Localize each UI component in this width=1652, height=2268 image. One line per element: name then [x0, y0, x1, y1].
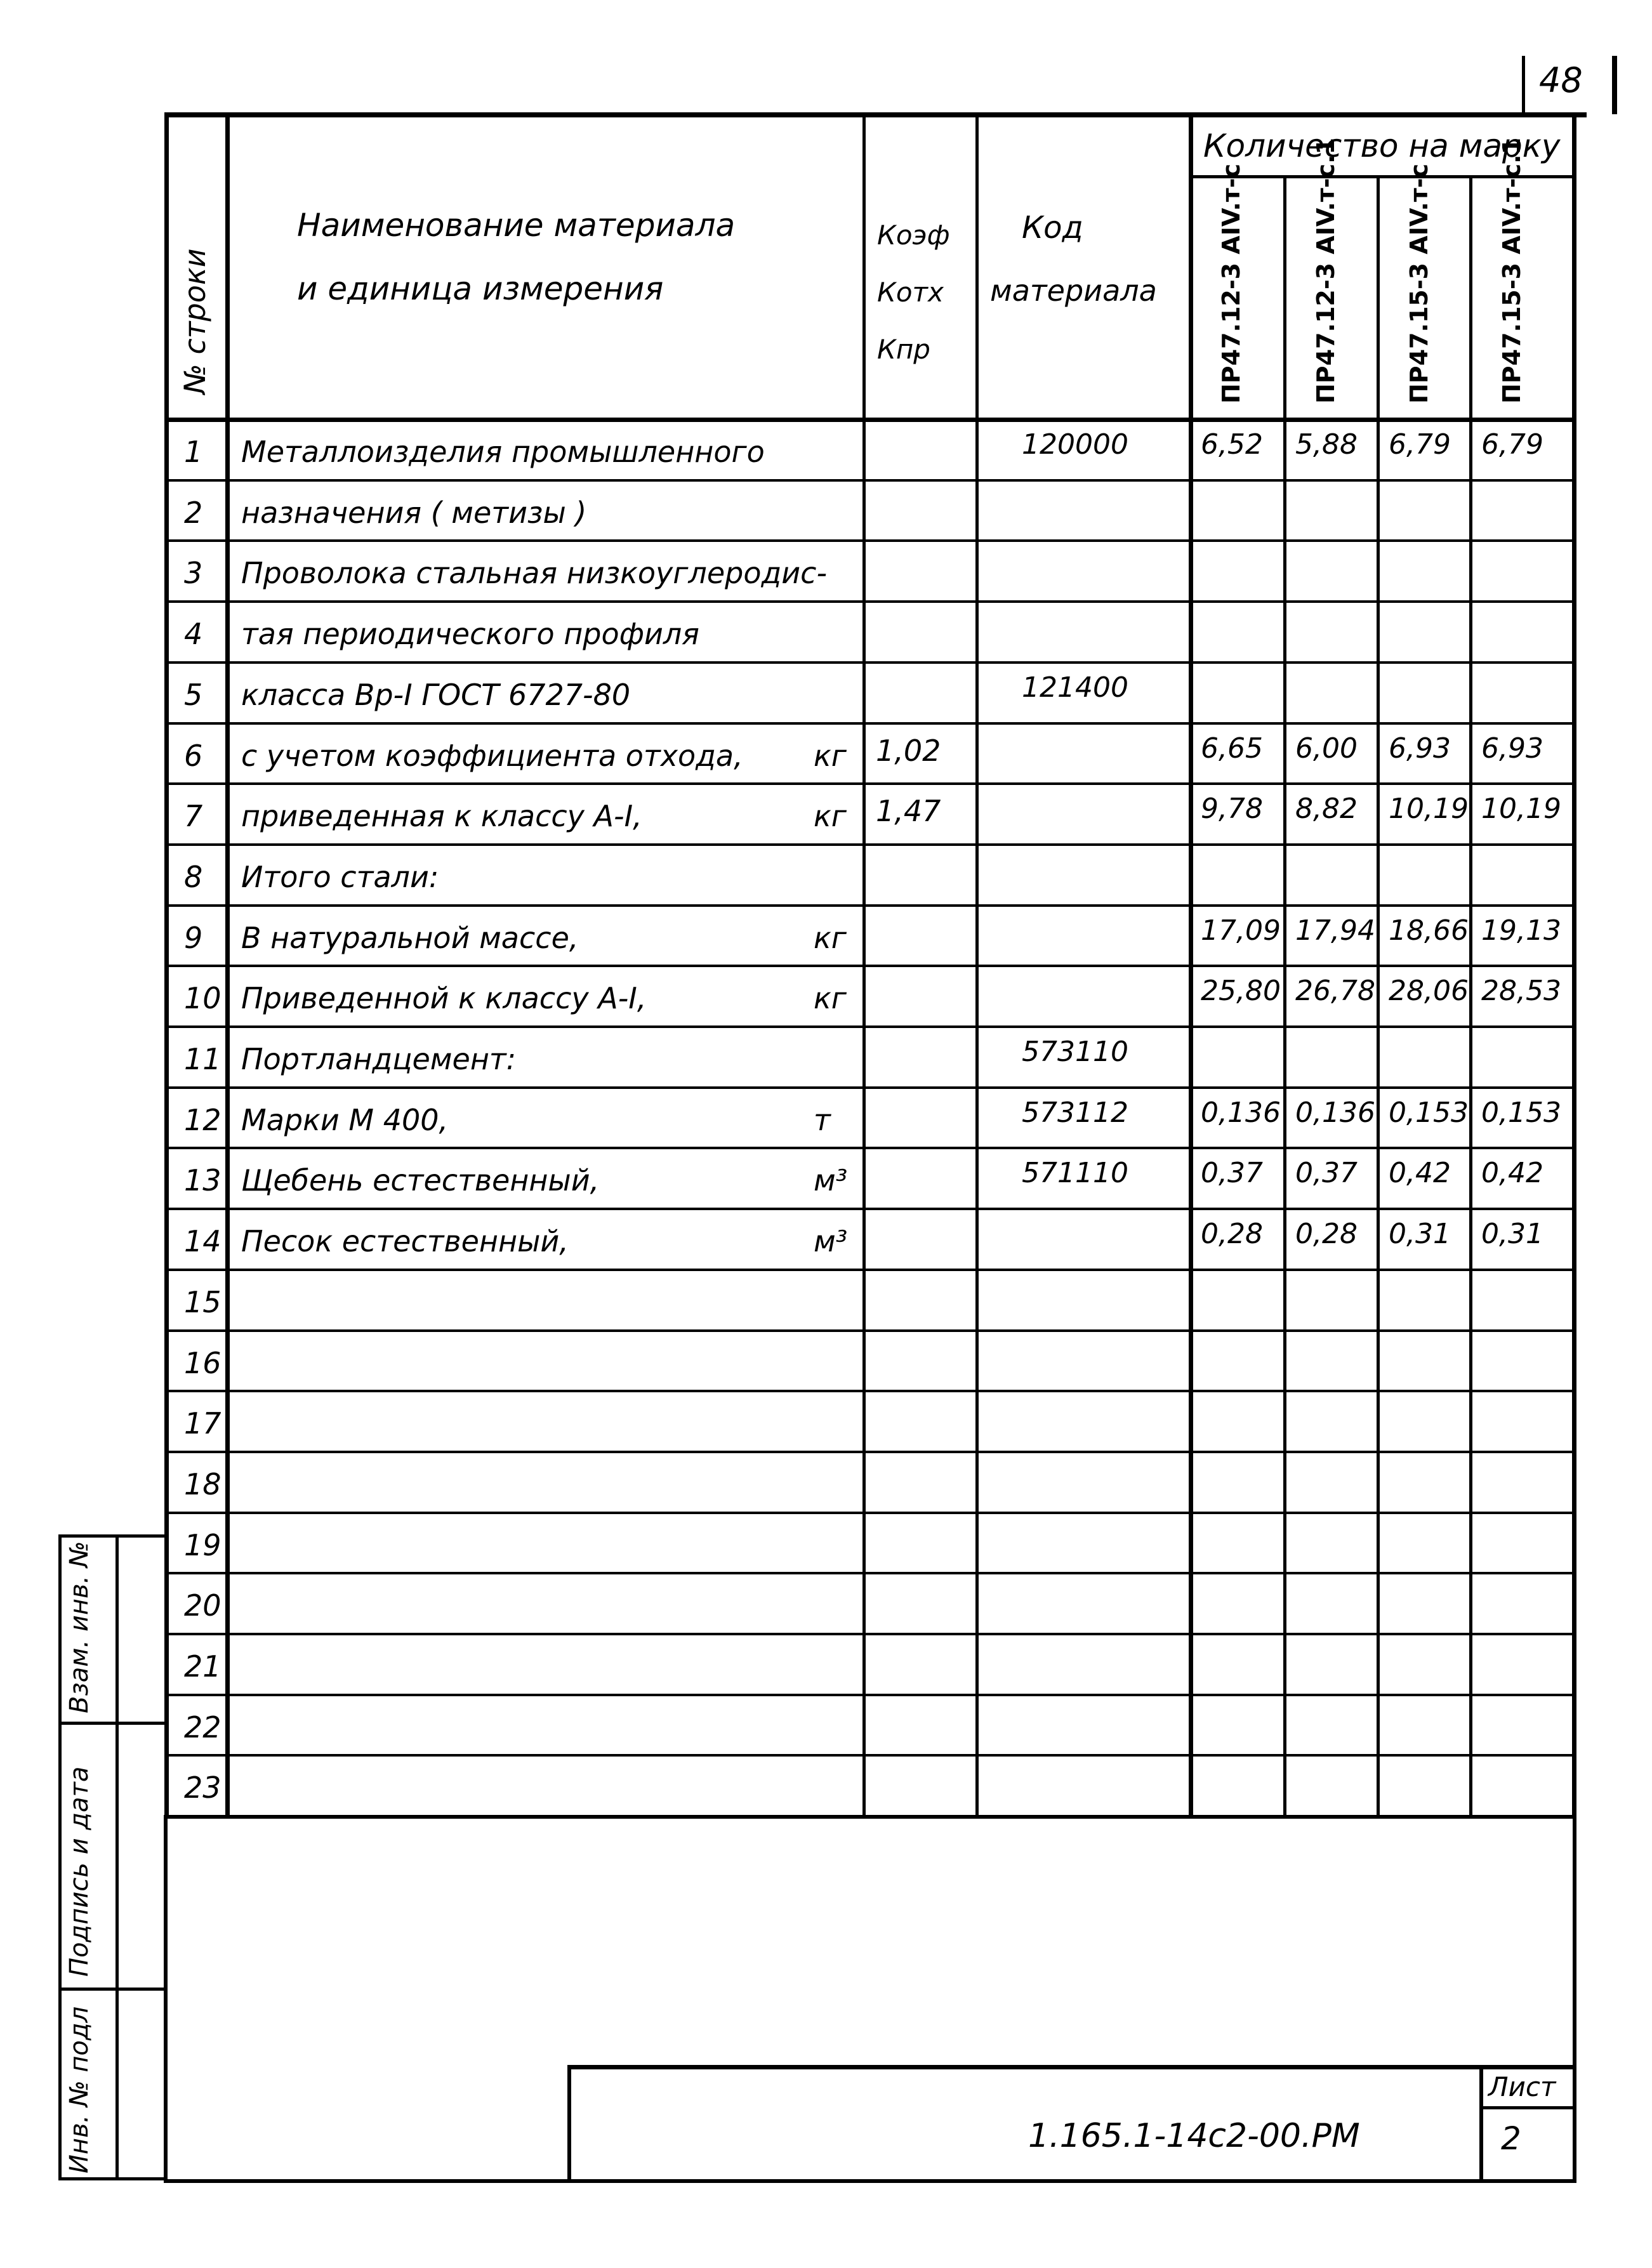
- row-border: [166, 965, 1574, 967]
- row-number: 7: [184, 799, 203, 834]
- row-number: 14: [184, 1224, 221, 1259]
- material-name: Приведенной к классу А-I,: [241, 981, 647, 1016]
- row-number: 6: [184, 738, 203, 773]
- row-border: [166, 1329, 1574, 1332]
- header-mark-1: ПР47.12-3 AIV.т-с: [1217, 163, 1245, 404]
- header-bottom-border: [166, 418, 1574, 422]
- stamp-divider: [58, 1988, 166, 1991]
- quantity-value: 0,42: [1389, 1157, 1451, 1190]
- quantity-value: 6,00: [1295, 732, 1358, 765]
- row-border: [166, 1390, 1574, 1392]
- quantity-value: 6,79: [1481, 428, 1543, 461]
- quantity-value: 25,80: [1201, 975, 1281, 1008]
- material-name: приведенная к классу А-I,: [241, 799, 642, 834]
- row-border: [166, 479, 1574, 482]
- title-block-divider: [1479, 2065, 1483, 2183]
- quantity-value: 0,42: [1481, 1157, 1543, 1190]
- header-name-line1: Наименование материала: [297, 207, 736, 244]
- row-border: [166, 843, 1574, 846]
- row-number: 19: [184, 1527, 221, 1562]
- title-block-divider: [1479, 2106, 1576, 2109]
- header-code-line2: материала: [990, 274, 1157, 308]
- quantity-value: 10,19: [1481, 793, 1561, 826]
- quantity-value: 0,136: [1295, 1096, 1375, 1129]
- row-number: 21: [184, 1649, 221, 1684]
- row-number: 23: [184, 1770, 221, 1805]
- material-unit: кг: [814, 738, 847, 773]
- coefficient: 1,02: [876, 733, 941, 768]
- row-number: 11: [184, 1042, 221, 1076]
- row-border: [166, 1572, 1574, 1574]
- quantity-value: 8,82: [1295, 793, 1358, 826]
- stamp-replace-inv: Взам. инв. №: [65, 1541, 94, 1713]
- quantity-value: 0,31: [1481, 1218, 1543, 1251]
- quantity-value: 18,66: [1389, 914, 1469, 947]
- row-number: 4: [184, 617, 203, 652]
- row-number: 5: [184, 677, 203, 712]
- material-name: с учетом коэффициента отхода,: [241, 738, 743, 773]
- quantity-value: 17,09: [1201, 914, 1281, 947]
- quantity-value: 0,136: [1201, 1096, 1281, 1129]
- sheet-number: 2: [1501, 2120, 1521, 2157]
- material-name: тая периодического профиля: [241, 617, 699, 652]
- row-number: 18: [184, 1467, 221, 1501]
- quantity-value: 28,53: [1481, 975, 1561, 1008]
- row-number: 2: [184, 495, 203, 530]
- quantity-value: 5,88: [1295, 428, 1358, 461]
- row-number: 1: [184, 435, 203, 469]
- material-name: Итого стали:: [241, 859, 439, 894]
- quantity-value: 0,37: [1295, 1157, 1358, 1190]
- row-number: 8: [184, 859, 203, 894]
- quantity-value: 6,93: [1481, 732, 1543, 765]
- stamp-signature-date: Подпись и дата: [65, 1766, 94, 1977]
- row-border: [166, 1754, 1574, 1757]
- quantity-value: 17,94: [1295, 914, 1375, 947]
- material-code: 573110: [1022, 1036, 1128, 1068]
- material-unit: т: [814, 1102, 831, 1137]
- header-coef-line3: Кпр: [877, 334, 930, 365]
- document-code: 1.165.1-14с2-00.РМ: [1028, 2117, 1360, 2155]
- stamp-inv-orig: Инв. № подл: [65, 2006, 94, 2173]
- row-border: [166, 1633, 1574, 1635]
- row-border: [166, 722, 1574, 725]
- material-unit: кг: [814, 981, 847, 1016]
- row-border: [166, 600, 1574, 603]
- page-number-border: [1522, 56, 1525, 114]
- material-name: Проволока стальная низкоуглеродис-: [241, 556, 828, 591]
- row-number: 15: [184, 1284, 221, 1319]
- material-unit: м³: [814, 1224, 848, 1259]
- quantity-value: 26,78: [1295, 975, 1375, 1008]
- row-number: 22: [184, 1710, 221, 1744]
- quantity-value: 6,79: [1389, 428, 1451, 461]
- quantity-value: 0,153: [1481, 1096, 1561, 1129]
- quantity-value: 19,13: [1481, 914, 1561, 947]
- row-border: [166, 1086, 1574, 1089]
- material-unit: кг: [814, 799, 847, 834]
- header-name-line2: и единица измерения: [297, 270, 664, 307]
- material-name: Металлоизделия промышленного: [241, 435, 765, 469]
- material-code: 571110: [1022, 1157, 1128, 1190]
- header-coef-line1: Коэф: [877, 220, 950, 251]
- row-border: [166, 1147, 1574, 1149]
- material-name: Марки М 400,: [241, 1102, 449, 1137]
- row-border: [166, 1451, 1574, 1453]
- row-number: 3: [184, 556, 203, 591]
- quantity-value: 6,93: [1389, 732, 1451, 765]
- material-name: Щебень естественный,: [241, 1163, 600, 1198]
- column-border: [1283, 175, 1286, 1816]
- coefficient: 1,47: [876, 794, 941, 829]
- material-name: класса Вр-I ГОСТ 6727-80: [241, 677, 631, 712]
- quantity-value: 6,52: [1201, 428, 1263, 461]
- quantity-value: 0,28: [1295, 1218, 1358, 1251]
- quantity-value: 0,31: [1389, 1218, 1451, 1251]
- header-row-number: № строки: [178, 248, 212, 394]
- row-number: 10: [184, 981, 221, 1016]
- stamp-divider: [116, 1534, 119, 2180]
- material-unit: кг: [814, 920, 847, 955]
- row-number: 16: [184, 1345, 221, 1380]
- row-number: 17: [184, 1406, 221, 1441]
- material-code: 120000: [1022, 428, 1128, 461]
- table-top-border: [166, 112, 1587, 117]
- stamp-divider: [58, 1722, 166, 1725]
- header-coef-line2: Котх: [877, 277, 944, 308]
- header-quantity-group: Количество на марку: [1203, 128, 1561, 164]
- row-border: [166, 1208, 1574, 1210]
- material-name: Портландцемент:: [241, 1042, 517, 1076]
- quantity-value: 6,65: [1201, 732, 1263, 765]
- row-number: 20: [184, 1588, 221, 1623]
- material-name: назначения ( метизы ): [241, 495, 587, 530]
- row-border: [166, 1815, 1574, 1819]
- sheet-label: Лист: [1488, 2071, 1556, 2102]
- header-mark-4: ПР47.15-3 AIV.т-с.1: [1498, 138, 1526, 404]
- row-number: 12: [184, 1102, 221, 1137]
- material-code: 121400: [1022, 671, 1128, 704]
- row-number: 13: [184, 1163, 221, 1198]
- column-border: [1377, 175, 1380, 1816]
- row-border: [166, 904, 1574, 907]
- quantity-value: 10,19: [1389, 793, 1469, 826]
- row-border: [166, 1025, 1574, 1028]
- material-name: В натуральной массе,: [241, 920, 579, 955]
- quantity-value: 28,06: [1389, 975, 1469, 1008]
- row-border: [166, 1512, 1574, 1514]
- quantity-value: 0,28: [1201, 1218, 1263, 1251]
- header-mark-3: ПР47.15-3 AIV.т-с: [1405, 163, 1433, 404]
- header-mark-2: ПР47.12-3 AIV.т-с.1: [1312, 138, 1340, 404]
- quantity-value: 0,153: [1389, 1096, 1469, 1129]
- row-border: [166, 661, 1574, 664]
- row-border: [166, 782, 1574, 785]
- header-code-line1: Код: [1022, 210, 1083, 246]
- material-name: Песок естественный,: [241, 1224, 569, 1259]
- row-border: [166, 1694, 1574, 1696]
- material-unit: м³: [814, 1163, 848, 1198]
- material-code: 573112: [1022, 1096, 1128, 1129]
- row-border: [166, 539, 1574, 542]
- column-border: [1469, 175, 1472, 1816]
- row-number: 9: [184, 920, 203, 955]
- page-number: 48: [1539, 60, 1583, 100]
- quantity-value: 9,78: [1201, 793, 1263, 826]
- quantity-value: 0,37: [1201, 1157, 1263, 1190]
- page-number-border: [1612, 56, 1617, 114]
- row-border: [166, 1269, 1574, 1271]
